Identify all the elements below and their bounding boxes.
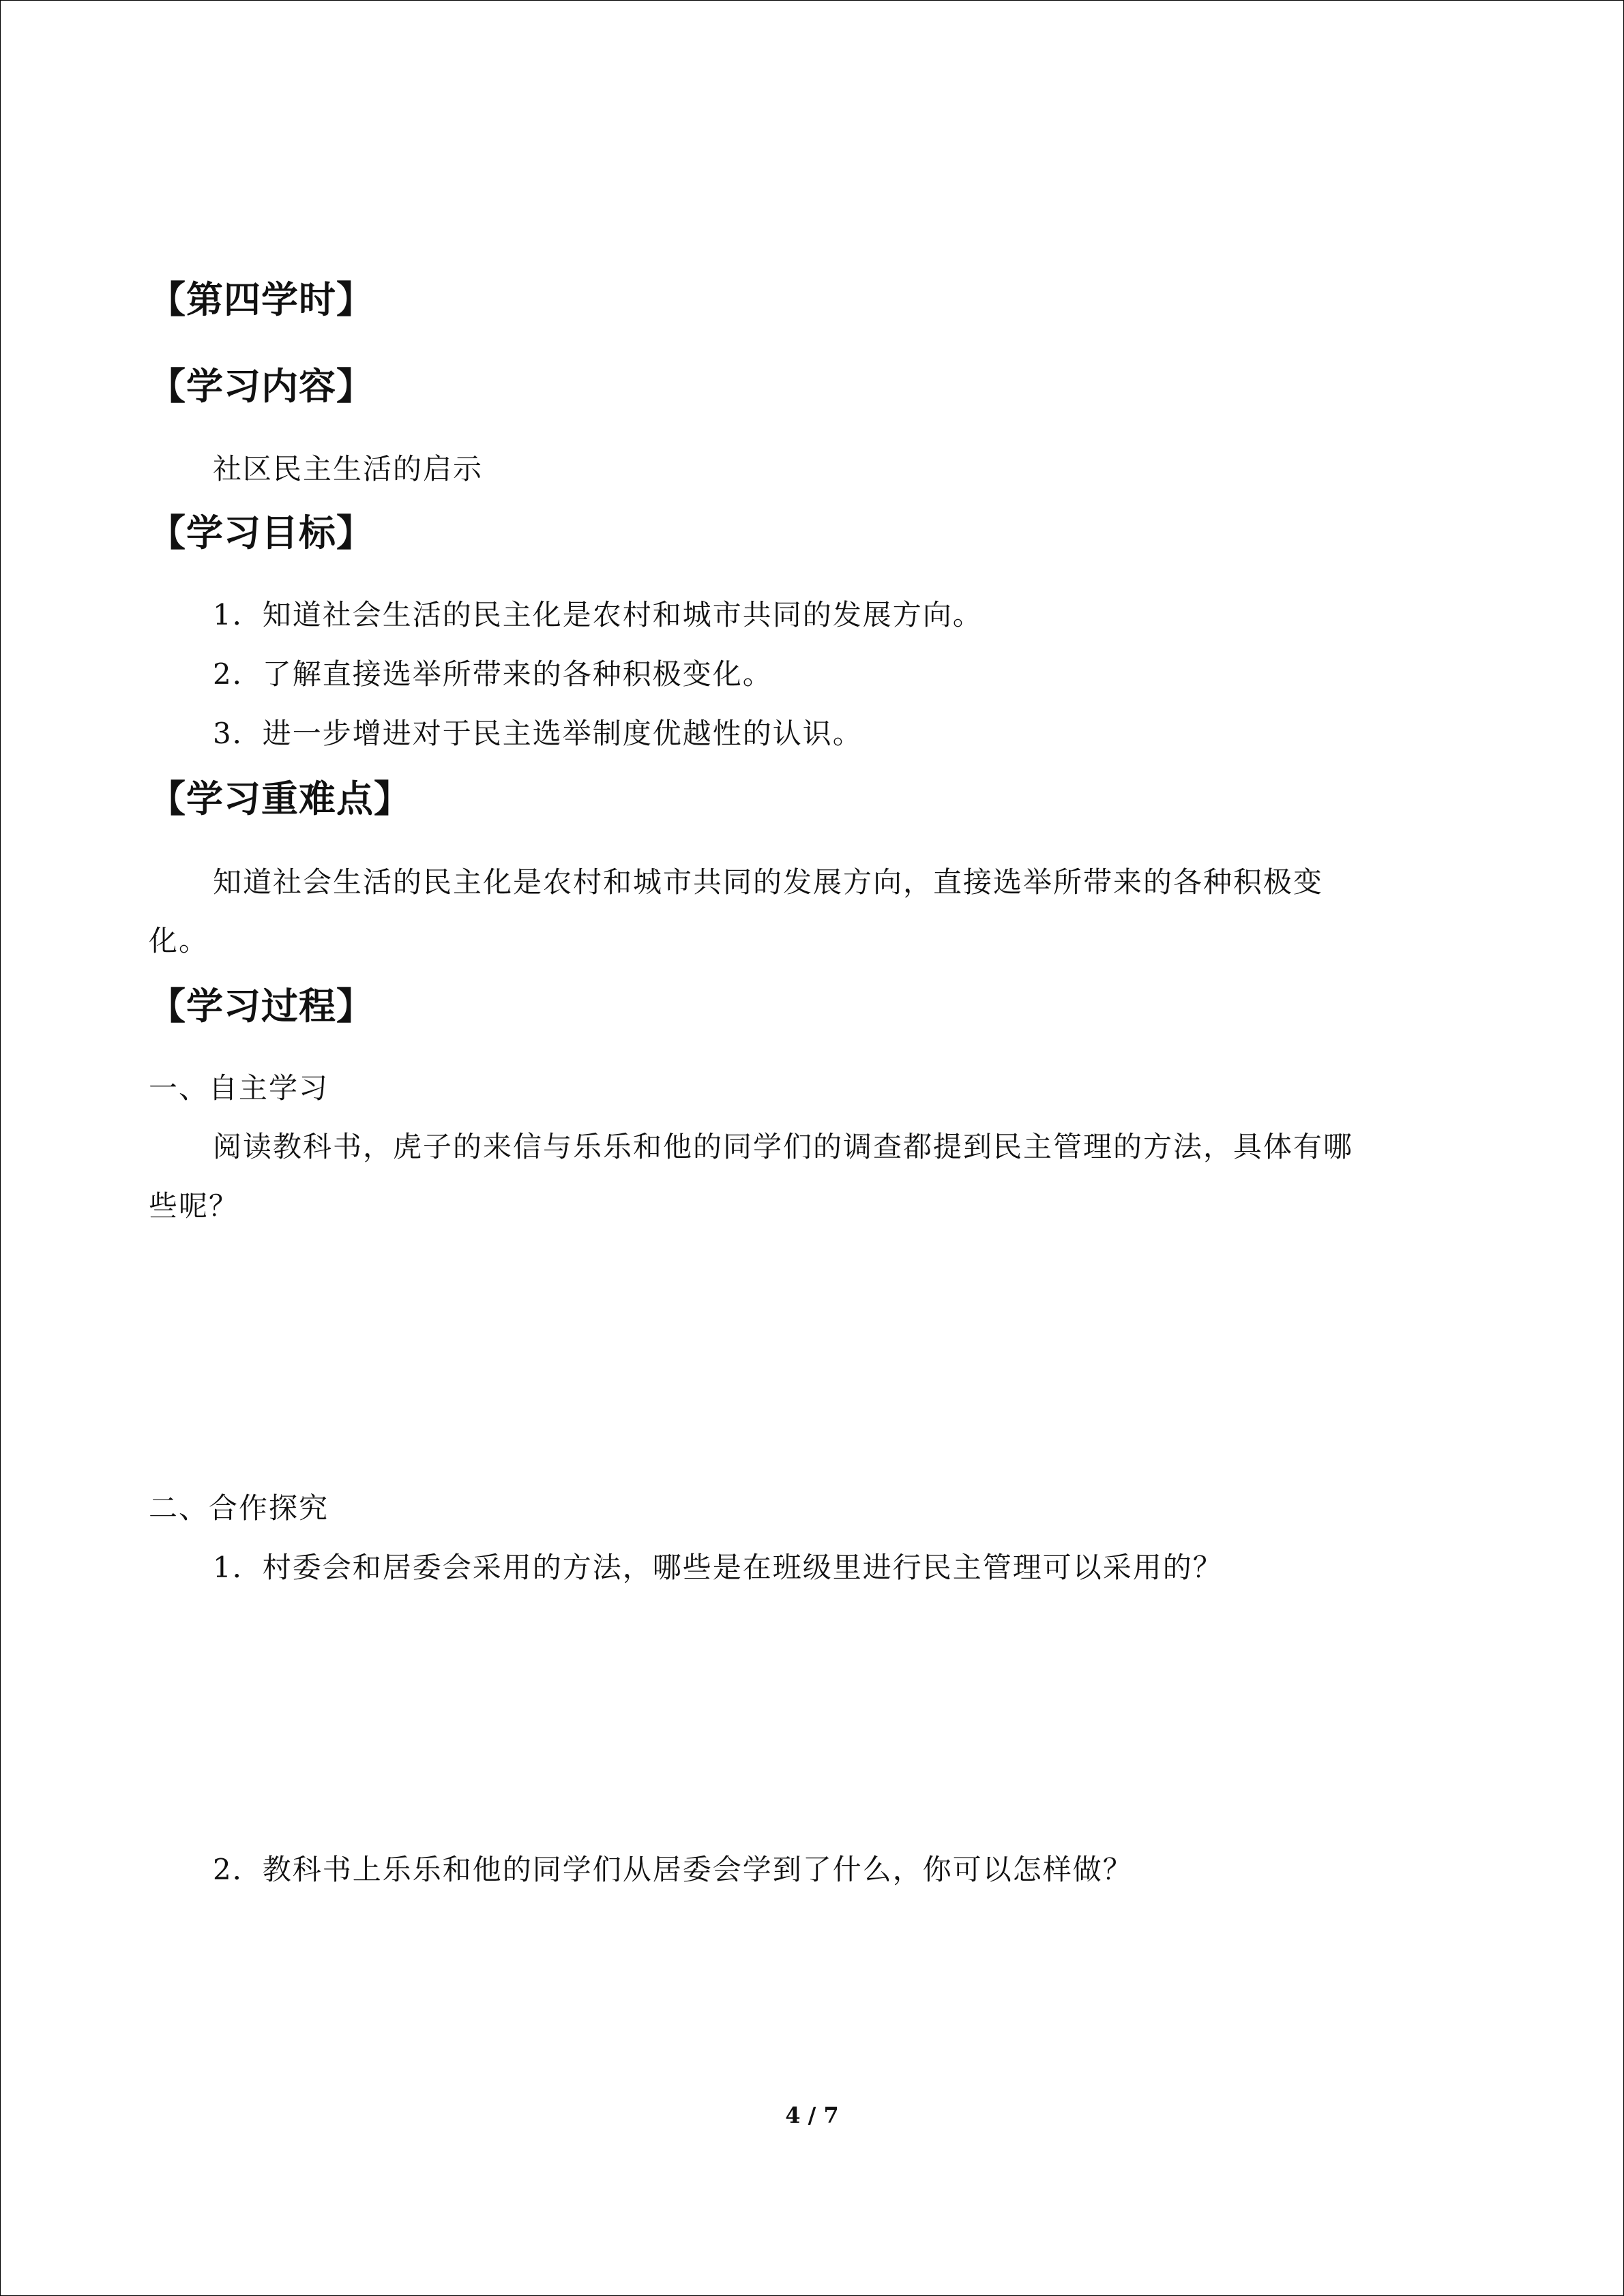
key-points-line-1: 知道社会生活的民主化是农村和城市共同的发展方向，直接选举所带来的各种积极变 bbox=[213, 865, 1324, 899]
section-self-study-title: 一、自主学习 bbox=[149, 1071, 329, 1105]
key-points-line-2: 化。 bbox=[149, 924, 209, 957]
lesson-heading: 【第四学时】 bbox=[149, 278, 374, 321]
key-points-heading: 【学习重难点】 bbox=[149, 777, 411, 820]
content-heading: 【学习内容】 bbox=[149, 365, 374, 408]
cooperative-question-1: 1．村委会和居委会采用的方法，哪些是在班级里进行民主管理可以采用的？ bbox=[213, 1551, 1223, 1584]
page-number: 4 / 7 bbox=[785, 2102, 839, 2128]
content-text: 社区民主生活的启示 bbox=[213, 452, 484, 486]
goal-item-2: 2．了解直接选举所带来的各种积极变化。 bbox=[213, 657, 773, 691]
self-study-line-1: 阅读教科书，虎子的来信与乐乐和他的同学们的调查都提到民主管理的方法，具体有哪 bbox=[213, 1130, 1354, 1163]
goal-item-1: 1．知道社会生活的民主化是农村和城市共同的发展方向。 bbox=[213, 598, 983, 631]
self-study-line-2: 些呢？ bbox=[149, 1189, 239, 1223]
goals-heading: 【学习目标】 bbox=[149, 511, 374, 554]
section-cooperative-title: 二、合作探究 bbox=[149, 1491, 329, 1525]
goal-item-3: 3．进一步增进对于民主选举制度优越性的认识。 bbox=[213, 717, 863, 750]
cooperative-question-2: 2．教科书上乐乐和他的同学们从居委会学到了什么，你可以怎样做？ bbox=[213, 1853, 1133, 1886]
process-heading: 【学习过程】 bbox=[149, 985, 374, 1028]
